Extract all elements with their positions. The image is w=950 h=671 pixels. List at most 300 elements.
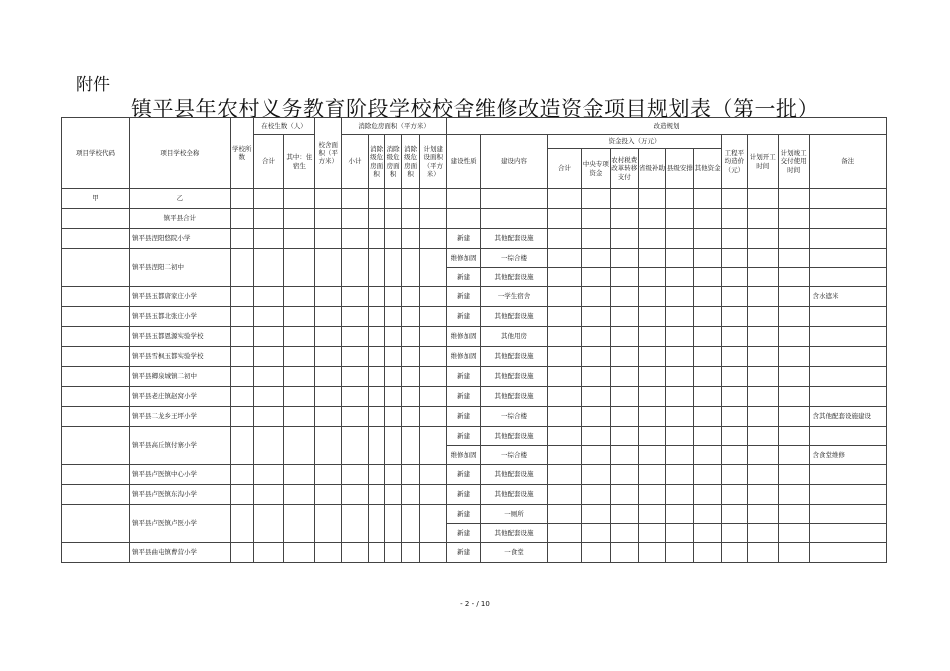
construction-content-cell: 其他配套设施: [481, 427, 548, 446]
construction-content-cell: 其他配套设施: [481, 485, 548, 505]
marker-code-cell: 甲: [62, 189, 130, 209]
empty-cell: [666, 229, 694, 249]
construction-nature-cell: 新建: [447, 407, 481, 427]
empty-cell: [666, 485, 694, 505]
empty-cell: [638, 209, 666, 229]
empty-cell: [315, 209, 342, 229]
school-name-cell: 镇平县卢医镇中心小学: [129, 465, 230, 485]
empty-cell: [315, 485, 342, 505]
table-row: [62, 367, 887, 387]
empty-cell: [368, 367, 384, 387]
empty-cell: [230, 427, 253, 465]
empty-cell: [610, 427, 638, 446]
empty-cell: [747, 505, 778, 524]
empty-cell: [385, 229, 401, 249]
total-row: [62, 209, 887, 229]
empty-cell: [747, 249, 778, 268]
empty-cell: [548, 209, 582, 229]
empty-cell: [666, 387, 694, 407]
empty-cell: [284, 505, 315, 543]
project-code-cell: [62, 229, 130, 249]
empty-cell: [747, 407, 778, 427]
empty-cell: [548, 407, 582, 427]
empty-cell: [385, 407, 401, 427]
empty-cell: [315, 307, 342, 327]
empty-cell: [401, 189, 420, 209]
header-elim-c3: 消除级危房面积: [401, 135, 420, 189]
empty-cell: [747, 347, 778, 367]
empty-cell: [666, 268, 694, 287]
empty-cell: [401, 287, 420, 307]
empty-cell: [638, 229, 666, 249]
header-elim-c1: 消除级危房面积: [368, 135, 384, 189]
empty-cell: [747, 327, 778, 347]
empty-cell: [582, 367, 611, 387]
empty-cell: [747, 446, 778, 465]
empty-cell: [582, 543, 611, 563]
empty-cell: [666, 287, 694, 307]
empty-cell: [315, 387, 342, 407]
header-fund-province: 省级补助: [638, 149, 666, 189]
construction-content-cell: 其他用房: [481, 327, 548, 347]
empty-cell: [638, 347, 666, 367]
empty-cell: [342, 505, 369, 543]
construction-nature-cell: 新建: [447, 268, 481, 287]
empty-cell: [284, 189, 315, 209]
header-funding: 资金投入（万元）: [548, 135, 722, 149]
empty-cell: [638, 387, 666, 407]
empty-cell: [778, 347, 809, 367]
empty-cell: [778, 249, 809, 268]
empty-cell: [342, 189, 369, 209]
empty-cell: [481, 189, 548, 209]
empty-cell: [778, 446, 809, 465]
empty-cell: [420, 407, 447, 427]
empty-cell: [582, 427, 611, 446]
construction-content-cell: 一综合楼: [481, 249, 548, 268]
construction-nature-cell: 新建: [447, 543, 481, 563]
project-code-cell: [62, 387, 130, 407]
empty-cell: [315, 505, 342, 543]
empty-cell: [284, 367, 315, 387]
empty-cell: [420, 367, 447, 387]
empty-cell: [284, 249, 315, 287]
empty-cell: [778, 524, 809, 543]
empty-cell: [694, 189, 722, 209]
construction-nature-cell: 维修加固: [447, 327, 481, 347]
empty-cell: [401, 543, 420, 563]
school-name-cell: 镇平县老庄镇赵窝小学: [129, 387, 230, 407]
empty-cell: [610, 465, 638, 485]
empty-cell: [809, 209, 886, 229]
empty-cell: [778, 209, 809, 229]
construction-content-cell: 其他配套设施: [481, 524, 548, 543]
empty-cell: [778, 407, 809, 427]
empty-cell: [722, 427, 748, 446]
empty-cell: [548, 505, 582, 524]
header-fund-other: 其他资金: [694, 149, 722, 189]
remarks-cell: [809, 505, 886, 524]
empty-cell: [666, 524, 694, 543]
empty-cell: [401, 209, 420, 229]
empty-cell: [342, 347, 369, 367]
remarks-cell: [809, 249, 886, 268]
header-enrollment: 在校生数（人）: [253, 118, 315, 135]
empty-cell: [230, 249, 253, 287]
empty-cell: [610, 249, 638, 268]
empty-cell: [548, 524, 582, 543]
header-fund-total: 合计: [548, 149, 582, 189]
empty-cell: [368, 249, 384, 287]
empty-cell: [385, 367, 401, 387]
empty-cell: [778, 268, 809, 287]
header-completion-time: 计划竣工交付使用时间: [778, 135, 809, 189]
remarks-cell: 含食堂维修: [809, 446, 886, 465]
empty-cell: [385, 543, 401, 563]
empty-cell: [385, 189, 401, 209]
project-code-cell: [62, 367, 130, 387]
construction-nature-cell: 新建: [447, 524, 481, 543]
empty-cell: [610, 347, 638, 367]
empty-cell: [666, 543, 694, 563]
empty-cell: [778, 505, 809, 524]
empty-cell: [420, 347, 447, 367]
empty-cell: [447, 189, 481, 209]
empty-cell: [610, 189, 638, 209]
empty-cell: [368, 407, 384, 427]
empty-cell: [284, 229, 315, 249]
empty-cell: [778, 485, 809, 505]
empty-cell: [230, 407, 253, 427]
empty-cell: [582, 209, 611, 229]
empty-cell: [230, 229, 253, 249]
empty-cell: [253, 229, 284, 249]
empty-cell: [666, 189, 694, 209]
empty-cell: [638, 465, 666, 485]
empty-cell: [722, 367, 748, 387]
empty-cell: [401, 427, 420, 465]
remarks-cell: [809, 347, 886, 367]
empty-cell: [638, 505, 666, 524]
empty-cell: [582, 407, 611, 427]
empty-cell: [315, 327, 342, 347]
empty-cell: [548, 543, 582, 563]
table-row: [62, 543, 887, 563]
empty-cell: [722, 485, 748, 505]
header-renovation-plan: 改造规划: [447, 118, 887, 135]
remarks-cell: [809, 327, 886, 347]
construction-content-cell: 一综合楼: [481, 446, 548, 465]
table-row: [62, 485, 887, 505]
construction-content-cell: 其他配套设施: [481, 347, 548, 367]
empty-cell: [401, 347, 420, 367]
empty-cell: [368, 327, 384, 347]
empty-cell: [420, 249, 447, 287]
empty-cell: [315, 465, 342, 485]
construction-content-cell: 其他配套设施: [481, 367, 548, 387]
empty-cell: [253, 407, 284, 427]
empty-cell: [694, 543, 722, 563]
school-name-cell: 镇平县玉都恩源实验学校: [129, 327, 230, 347]
empty-cell: [253, 485, 284, 505]
school-name-cell: 镇平县玉都北张庄小学: [129, 307, 230, 327]
empty-cell: [722, 209, 748, 229]
empty-cell: [610, 407, 638, 427]
project-code-cell: [62, 427, 130, 465]
empty-cell: [694, 287, 722, 307]
empty-cell: [385, 347, 401, 367]
empty-cell: [666, 407, 694, 427]
empty-cell: [420, 209, 447, 229]
empty-cell: [253, 287, 284, 307]
header-unit-cost: 工程平均造价（元）: [722, 135, 748, 189]
remarks-cell: [809, 427, 886, 446]
empty-cell: [230, 189, 253, 209]
empty-cell: [610, 209, 638, 229]
table-row: [62, 249, 887, 268]
table-row: [62, 427, 887, 446]
empty-cell: [342, 387, 369, 407]
empty-cell: [638, 249, 666, 268]
header-elimination: 消除危房面积（平方米）: [342, 118, 447, 135]
empty-cell: [747, 485, 778, 505]
empty-cell: [722, 407, 748, 427]
construction-nature-cell: 新建: [447, 307, 481, 327]
header-building-area: 校舍面积（平方米）: [315, 118, 342, 189]
empty-cell: [548, 347, 582, 367]
empty-cell: [638, 427, 666, 446]
project-code-cell: [62, 327, 130, 347]
construction-content-cell: 一学生宿舍: [481, 287, 548, 307]
empty-cell: [420, 307, 447, 327]
empty-cell: [610, 287, 638, 307]
empty-cell: [666, 505, 694, 524]
empty-cell: [582, 327, 611, 347]
empty-cell: [666, 427, 694, 446]
school-name-cell: 镇平县卢医镇卢医小学: [129, 505, 230, 543]
empty-cell: [694, 485, 722, 505]
empty-cell: [638, 485, 666, 505]
empty-cell: [230, 209, 253, 229]
empty-cell: [638, 407, 666, 427]
empty-cell: [747, 524, 778, 543]
empty-cell: [230, 387, 253, 407]
empty-cell: [722, 307, 748, 327]
header-fund-rural-tax: 农村税费改革转移支付: [610, 149, 638, 189]
total-label-cell: 镇平县合计: [129, 209, 230, 229]
header-construction-nature: 建设性质: [447, 135, 481, 189]
empty-cell: [62, 209, 130, 229]
empty-cell: [284, 327, 315, 347]
school-name-cell: 镇平县高丘镇付寨小学: [129, 427, 230, 465]
empty-cell: [368, 543, 384, 563]
header-elim-c2: 消除级危房面积: [385, 135, 401, 189]
construction-nature-cell: 新建: [447, 505, 481, 524]
empty-cell: [747, 367, 778, 387]
remarks-cell: [809, 307, 886, 327]
empty-cell: [342, 327, 369, 347]
empty-cell: [548, 249, 582, 268]
empty-cell: [747, 268, 778, 287]
empty-cell: [747, 465, 778, 485]
table-row: [62, 287, 887, 307]
empty-cell: [747, 229, 778, 249]
empty-cell: [230, 465, 253, 485]
construction-nature-cell: 新建: [447, 465, 481, 485]
empty-cell: [694, 327, 722, 347]
empty-cell: [778, 189, 809, 209]
project-code-cell: [62, 485, 130, 505]
empty-cell: [368, 229, 384, 249]
empty-cell: [253, 543, 284, 563]
header-elim-subtotal: 小计: [342, 135, 369, 189]
empty-cell: [342, 229, 369, 249]
empty-cell: [722, 465, 748, 485]
empty-cell: [722, 189, 748, 209]
empty-cell: [778, 543, 809, 563]
empty-cell: [778, 427, 809, 446]
empty-cell: [420, 229, 447, 249]
empty-cell: [666, 446, 694, 465]
construction-nature-cell: 维修加固: [447, 347, 481, 367]
empty-cell: [368, 505, 384, 543]
empty-cell: [385, 249, 401, 287]
school-name-cell: 镇平县涅阳二初中: [129, 249, 230, 287]
empty-cell: [420, 387, 447, 407]
construction-content-cell: 其他配套设施: [481, 268, 548, 287]
empty-cell: [368, 287, 384, 307]
empty-cell: [548, 307, 582, 327]
construction-nature-cell: 新建: [447, 229, 481, 249]
empty-cell: [385, 485, 401, 505]
header-enrollment-total: 合计: [253, 135, 284, 189]
construction-nature-cell: 新建: [447, 485, 481, 505]
empty-cell: [548, 387, 582, 407]
empty-cell: [582, 505, 611, 524]
school-name-cell: 镇平县涅阳悠院小学: [129, 229, 230, 249]
empty-cell: [722, 287, 748, 307]
remarks-cell: [809, 229, 886, 249]
empty-cell: [230, 287, 253, 307]
empty-cell: [582, 189, 611, 209]
empty-cell: [722, 327, 748, 347]
construction-content-cell: 一综合楼: [481, 407, 548, 427]
empty-cell: [253, 387, 284, 407]
empty-cell: [420, 543, 447, 563]
header-boarding: 其中：住宿生: [284, 135, 315, 189]
empty-cell: [610, 387, 638, 407]
remarks-cell: 含其他配套设施建设: [809, 407, 886, 427]
empty-cell: [401, 407, 420, 427]
empty-cell: [401, 229, 420, 249]
empty-cell: [809, 189, 886, 209]
empty-cell: [230, 327, 253, 347]
school-name-cell: 镇平县曲屯镇曹营小学: [129, 543, 230, 563]
empty-cell: [548, 268, 582, 287]
header-start-time: 计划开工时间: [747, 135, 778, 189]
empty-cell: [315, 287, 342, 307]
remarks-cell: [809, 387, 886, 407]
remarks-cell: [809, 268, 886, 287]
empty-cell: [284, 347, 315, 367]
empty-cell: [315, 229, 342, 249]
attachment-label: 附件: [76, 75, 110, 95]
empty-cell: [342, 249, 369, 287]
empty-cell: [747, 287, 778, 307]
empty-cell: [694, 446, 722, 465]
empty-cell: [666, 367, 694, 387]
school-name-cell: 镇平县玉都唐家庄小学: [129, 287, 230, 307]
empty-cell: [778, 387, 809, 407]
empty-cell: [694, 249, 722, 268]
empty-cell: [722, 387, 748, 407]
empty-cell: [694, 465, 722, 485]
empty-cell: [722, 543, 748, 563]
empty-cell: [694, 229, 722, 249]
empty-cell: [385, 327, 401, 347]
empty-cell: [582, 446, 611, 465]
empty-cell: [230, 485, 253, 505]
empty-cell: [284, 387, 315, 407]
construction-nature-cell: 新建: [447, 287, 481, 307]
construction-nature-cell: 维修加固: [447, 446, 481, 465]
empty-cell: [778, 367, 809, 387]
empty-cell: [230, 543, 253, 563]
empty-cell: [582, 347, 611, 367]
empty-cell: [481, 209, 548, 229]
empty-cell: [747, 387, 778, 407]
header-fund-county: 县级安排: [666, 149, 694, 189]
empty-cell: [401, 387, 420, 407]
empty-cell: [582, 387, 611, 407]
empty-cell: [778, 307, 809, 327]
empty-cell: [548, 189, 582, 209]
empty-cell: [610, 268, 638, 287]
table-row: [62, 505, 887, 524]
empty-cell: [582, 485, 611, 505]
empty-cell: [253, 367, 284, 387]
empty-cell: [284, 465, 315, 485]
empty-cell: [694, 524, 722, 543]
empty-cell: [638, 287, 666, 307]
table-row: [62, 347, 887, 367]
empty-cell: [722, 505, 748, 524]
table-row: [62, 407, 887, 427]
empty-cell: [610, 367, 638, 387]
empty-cell: [253, 327, 284, 347]
header-fund-central: 中央专项资金: [582, 149, 611, 189]
empty-cell: [447, 209, 481, 229]
empty-cell: [722, 229, 748, 249]
empty-cell: [638, 189, 666, 209]
table-row: [62, 465, 887, 485]
empty-cell: [230, 505, 253, 543]
construction-content-cell: 一厕所: [481, 505, 548, 524]
marker-row: [62, 189, 887, 209]
project-code-cell: [62, 543, 130, 563]
project-code-cell: [62, 287, 130, 307]
empty-cell: [253, 189, 284, 209]
empty-cell: [722, 446, 748, 465]
empty-cell: [666, 347, 694, 367]
empty-cell: [342, 407, 369, 427]
empty-cell: [401, 307, 420, 327]
empty-cell: [548, 465, 582, 485]
project-code-cell: [62, 249, 130, 287]
empty-cell: [548, 327, 582, 347]
empty-cell: [368, 387, 384, 407]
empty-cell: [401, 465, 420, 485]
